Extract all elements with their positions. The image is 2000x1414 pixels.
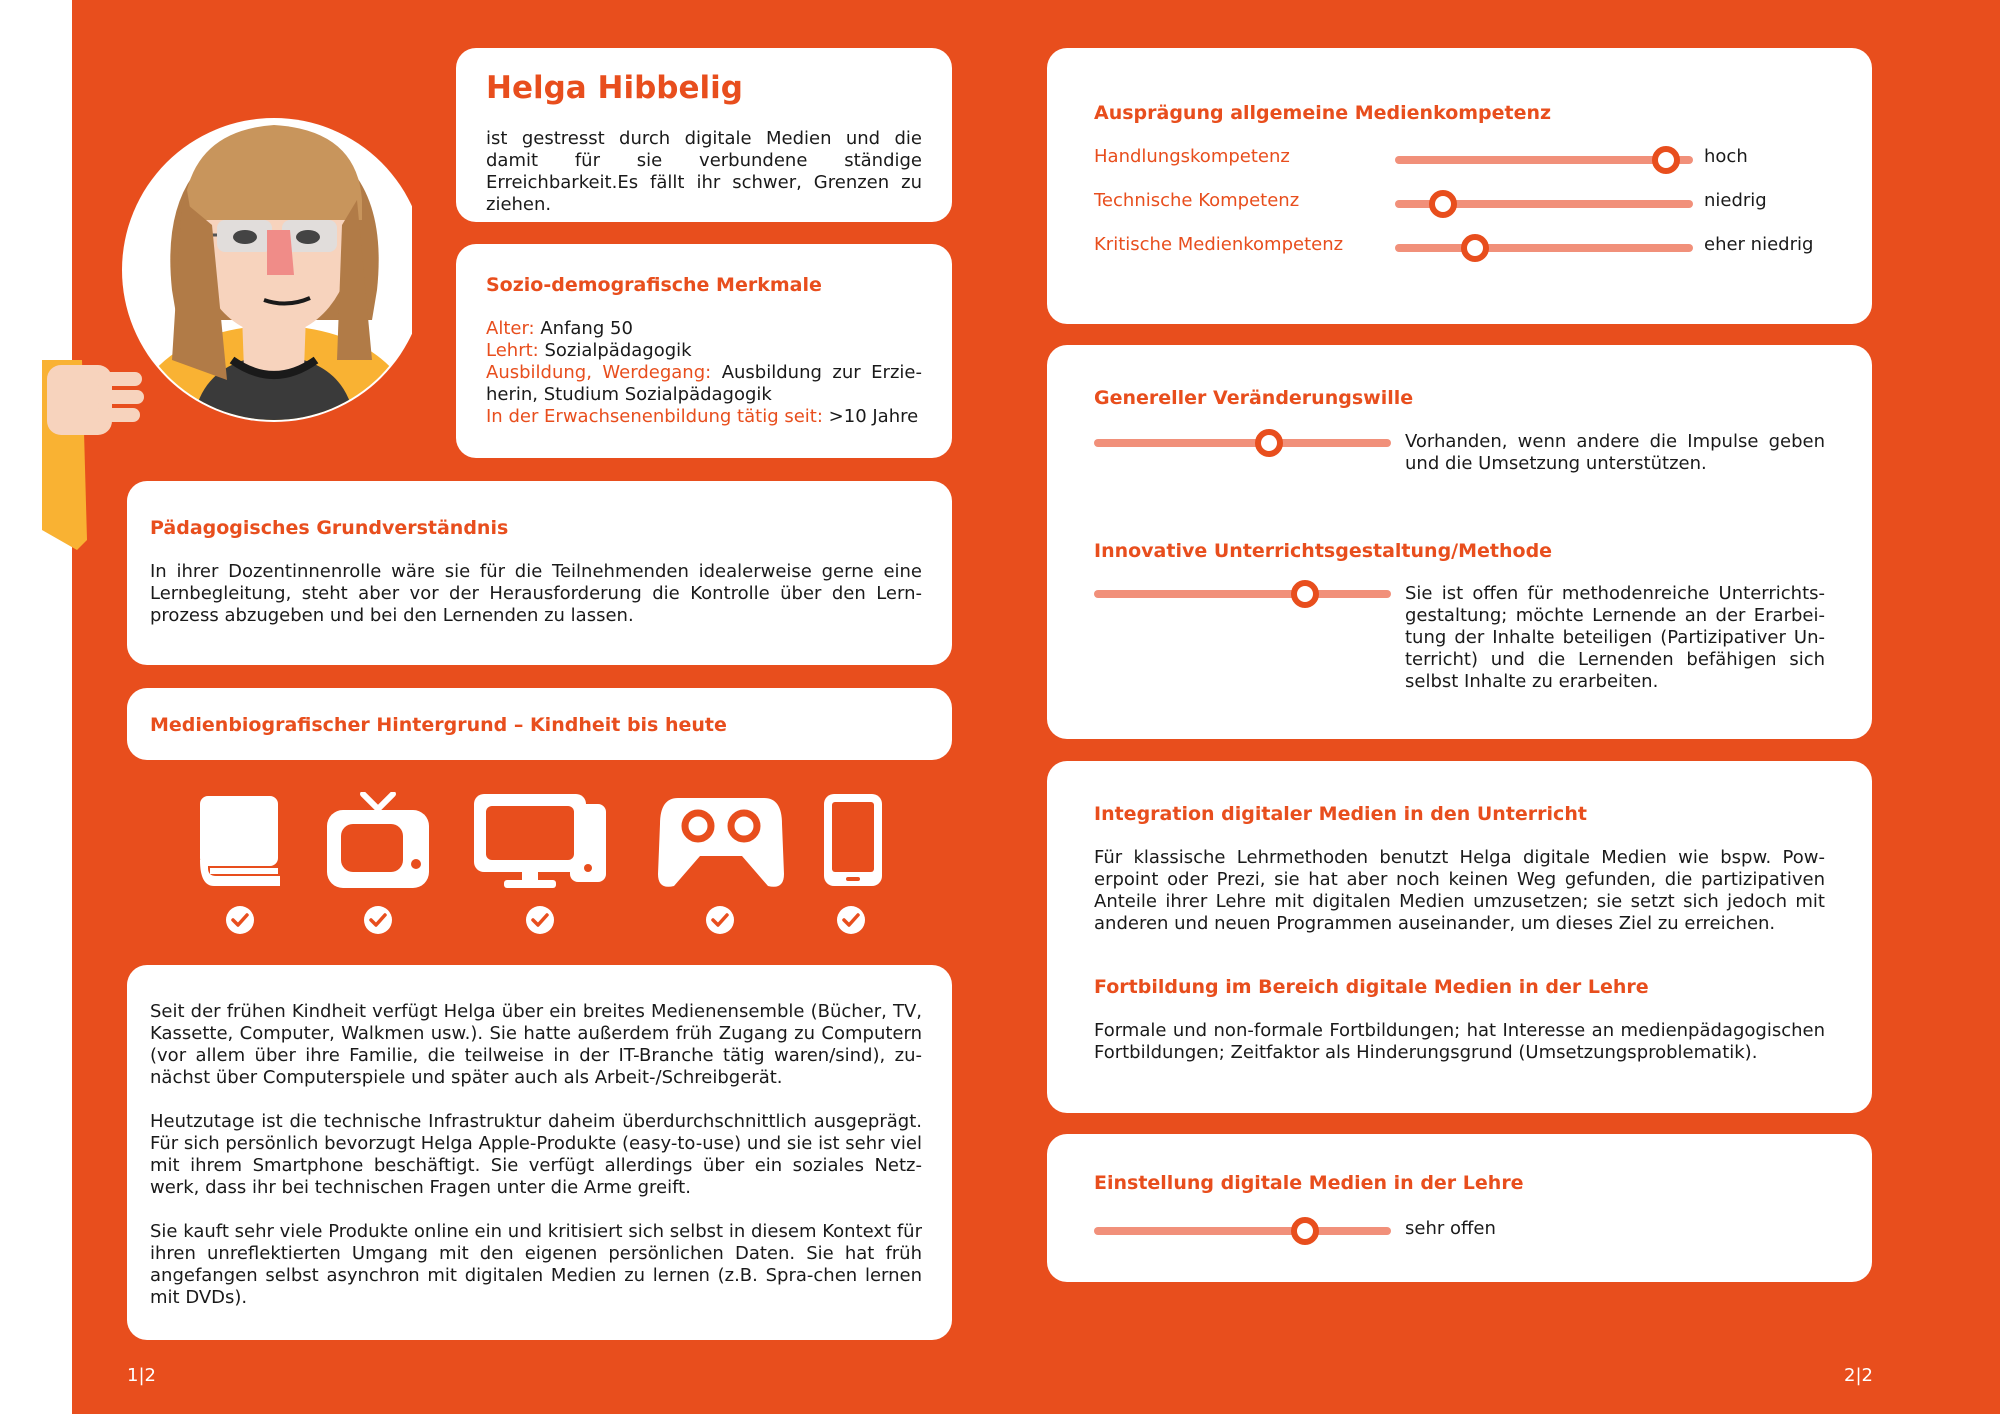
demographic-item: In der Erwachsenenbildung tätig seit: >10 Jahre [486,406,919,427]
competence-label: Kritische Medienkompetenz [1094,234,1344,255]
integration-text: Für klassische Lehrmethoden benutzt Helga digitale Medien wie bspw. Pow-erpoint oder Prezi, sie hat aber noch keinen Weg gefunden, die partizipativen Anteile ihrer Lehre mit digitalen Medien umzusetzen; sie setzt sich jedoch mit anderen und neuen Programmen auseinander, um dieses Ziel zu erreichen. [1094,847,1825,934]
book-check-icon [226,906,254,934]
slider-thumb [1652,146,1680,174]
slider-thumb [1429,190,1457,218]
demographics-card [456,244,952,458]
change-slider [1094,423,1391,463]
media-bio-text [150,1001,922,1309]
kritische-medienkompetenz-slider [1395,228,1693,268]
persona-name: Helga Hibbelig [486,70,743,106]
technische-kompetenz-slider [1395,184,1693,224]
integration-training-card [1047,761,1872,1113]
integration-title: Integration digitaler Medien in den Unterricht [1094,803,1587,825]
attitude-slider [1094,1211,1391,1251]
demographics-list [486,318,922,428]
page-number-right: 2|2 [1844,1365,1873,1386]
training-title: Fortbildung im Bereich digitale Medien in der Lehre [1094,976,1649,998]
slider-thumb [1255,429,1283,457]
media-bio-title: Medienbiografischer Hintergrund – Kindheit bis heute [150,714,727,736]
competence-label: Handlungskompetenz [1094,146,1290,167]
demographics-title: Sozio-demografische Merkmale [486,274,822,296]
media-bio-paragraph: Heutzutage ist die technische Infrastruktur daheim überdurchschnittlich ausgeprägt. Für sich persönlich bevorzugt Helga Apple-Produkte (easy-to-use) und sie ist sehr viel mit ihrem Smartphone beschäftigt. Sie verfügt allerdings über ein soziales Netz-werk, dass ihr bei technischen Fragen unter die Arme greift. [150,1111,922,1198]
handlungskompetenz-slider [1395,140,1693,180]
persona-intro: ist gestresst durch digitale Medien und die damit für sie verbundene ständige Erreichbarkeit.Es fällt ihr schwer, Grenzen zu ziehen. [486,128,922,215]
pedagogy-title: Pädagogisches Grundverständnis [150,517,509,539]
slider-thumb [1291,1217,1319,1245]
gamepad-check-icon [706,906,734,934]
training-text: Formale und non-formale Fortbildungen; hat Interesse an medienpädagogischen Fortbildungen; Zeitfaktor als Hinderungsgrund (Umsetzungsproblematik). [1094,1020,1825,1063]
demographic-item: Alter: Anfang 50 [486,318,633,339]
change-innovation-card [1047,345,1872,739]
competence-label: Technische Kompetenz [1094,190,1300,211]
competence-value: niedrig [1704,190,1767,211]
competence-value: eher niedrig [1704,234,1814,255]
book-icon [200,796,282,892]
slider-thumb [1461,234,1489,262]
smartphone-check-icon [837,906,865,934]
innovation-slider [1094,574,1391,614]
smartphone-icon [824,794,882,890]
tv-check-icon [364,906,392,934]
attitude-card [1047,1134,1872,1282]
persona-page [72,0,2000,1414]
computer-check-icon [526,906,554,934]
gamepad-icon [658,794,784,894]
pedagogy-text: In ihrer Dozentinnenrolle wäre sie für die Teilnehmenden idealerweise gerne eine Lernbegleitung, steht aber vor der Herausforderung die Kontrolle über den Lern-prozess abzugeben und bei den Lernenden zu lassen. [150,561,922,626]
media-bio-header-card [127,688,952,760]
attitude-title: Einstellung digitale Medien in der Lehre [1094,1172,1524,1194]
demographic-item: Lehrt: Sozialpädagogik [486,340,692,361]
name-card [456,48,952,222]
competence-card [1047,48,1872,324]
computer-icon [474,794,606,894]
change-text: Vorhanden, wenn andere die Impulse geben und die Umsetzung unterstützen. [1405,431,1825,474]
slider-thumb [1291,580,1319,608]
media-icons-row [72,790,972,940]
change-title: Genereller Veränderungswille [1094,387,1414,409]
media-bio-paragraph: Sie kauft sehr viele Produkte online ein und kritisiert sich selbst in diesem Kontext für ihren unreflektierten Umgang mit den eigenen persönlichen Daten. Sie hat früh angefangen selbst asynchron mit digitalen Medien zu lernen (z.B. Spra-chen lernen mit DVDs). [150,1221,922,1308]
page-number-left: 1|2 [127,1365,156,1386]
media-bio-paragraph: Seit der frühen Kindheit verfügt Helga über ein breites Medienensemble (Bücher, TV, Kassette, Computer, Walkmen usw.). Sie hatte außerdem früh Zugang zu Computern (vor allem über ihre Familie, die teilweise in der IT-Branche tätig waren/sind), zu-nächst über Computerspiele und später auch als Arbeit-/Schreibgerät. [150,1001,922,1088]
competence-title: Ausprägung allgemeine Medienkompetenz [1094,102,1552,124]
innovation-text: Sie ist offen für methodenreiche Unterrichts-gestaltung; möchte Lernende an der Erarbei-tung der Inhalte beteiligen (Partizipativer Un-terricht) und die Lernenden befähigen sich selbst Inhalte zu erarbeiten. [1405,583,1825,692]
demographic-item: Ausbildung, Werdegang: Ausbildung zur Erzie-herin, Studium Sozialpädagogik [486,362,922,405]
attitude-value: sehr offen [1405,1218,1496,1239]
innovation-title: Innovative Unterrichtsgestaltung/Methode [1094,540,1553,562]
tv-icon [327,792,429,894]
media-bio-text-card [127,965,952,1340]
competence-value: hoch [1704,146,1748,167]
pedagogy-card [127,481,952,665]
